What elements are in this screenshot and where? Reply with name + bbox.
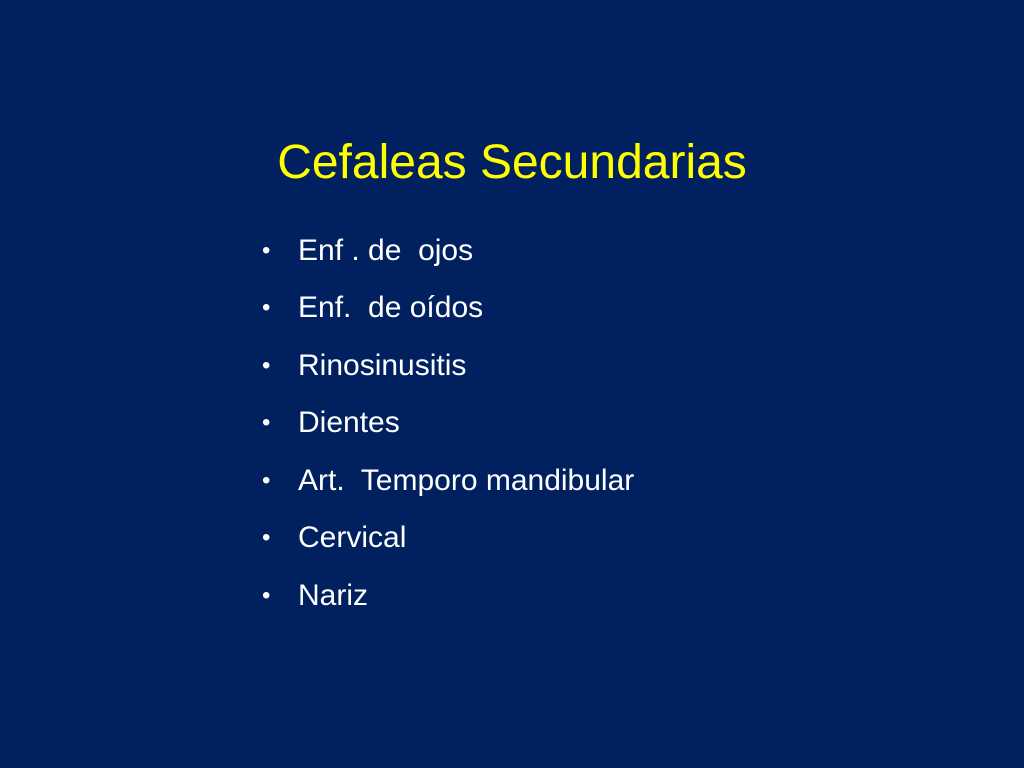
list-item-text: Art. Temporo mandibular bbox=[298, 463, 635, 497]
list-item bbox=[262, 337, 634, 395]
bullet-icon: • bbox=[262, 294, 271, 322]
list-item-text: Enf . de ojos bbox=[298, 233, 474, 267]
list-item bbox=[262, 395, 634, 453]
list-item-text: Cervical bbox=[298, 521, 407, 555]
list-item bbox=[262, 280, 634, 338]
bullet-icon: • bbox=[262, 581, 271, 609]
list-item-text: Dientes bbox=[298, 406, 400, 440]
list-item bbox=[262, 452, 634, 510]
slide-title: Cefaleas Secundarias bbox=[277, 136, 747, 189]
list-item-text: Enf. de oídos bbox=[298, 291, 484, 325]
list-item-text: Nariz bbox=[298, 578, 369, 612]
list-item-text: Rinosinusitis bbox=[298, 348, 467, 382]
bullet-icon: • bbox=[262, 351, 271, 379]
bullet-icon: • bbox=[262, 524, 271, 552]
bullet-icon: • bbox=[262, 466, 271, 494]
list-item bbox=[262, 510, 634, 568]
list-item bbox=[262, 567, 634, 625]
bullet-icon: • bbox=[262, 409, 271, 437]
bullet-icon: • bbox=[262, 236, 271, 264]
list-item bbox=[262, 222, 634, 280]
bullet-list bbox=[262, 222, 634, 625]
